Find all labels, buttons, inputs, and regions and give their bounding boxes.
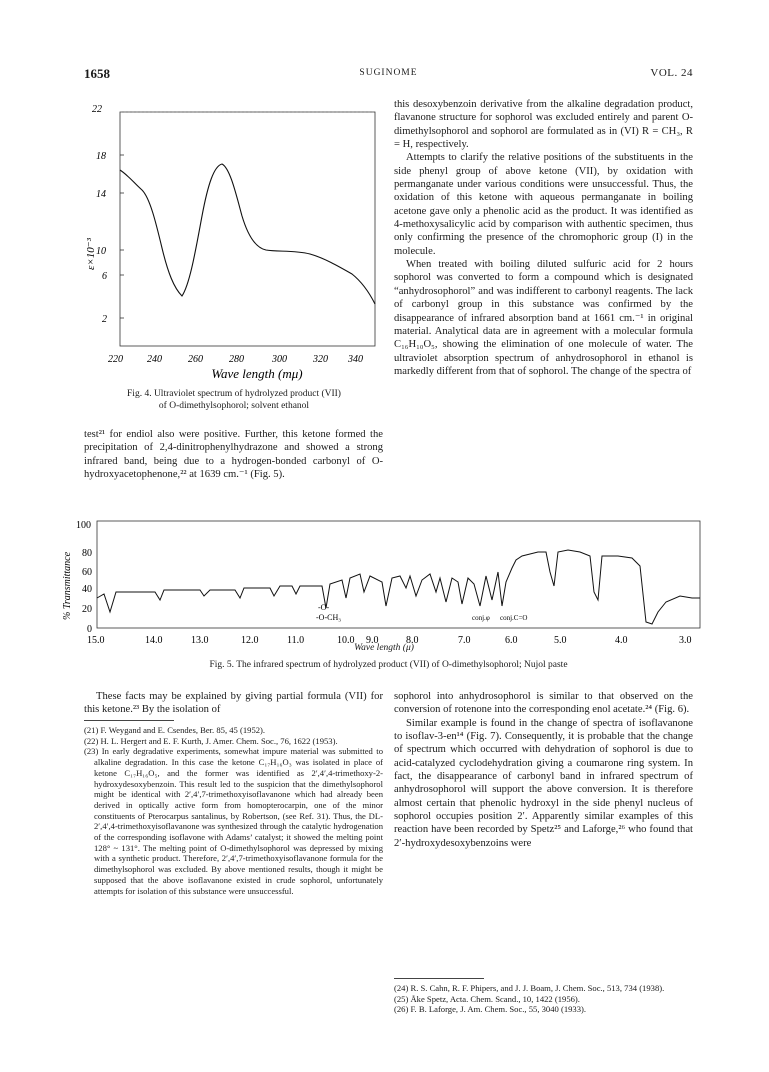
paragraph: Attempts to clarify the relative positions of the substituents in the side phenyl group of above ketone (VII), by oxidation with permanganate under various conditions were unsuccessful. Thus, the oxidation of this ketone with aqueous permanganate in boiling acetone gave only a phenolic acid as the product. It was identified as 4-methoxysalicylic acid by comparison with authentic specimen, thus only confirming the presence of the chromophoric group (I) in the molecule. xyxy=(394,152,693,257)
fig4-caption xyxy=(84,389,384,412)
fig4-caption-line: Fig. 4. Ultraviolet spectrum of hydrolyzed product (VII) xyxy=(127,389,341,399)
fig5-xtick: 6.0 xyxy=(505,635,518,646)
volume-label: VOL. 24 xyxy=(650,67,693,79)
fig4-xtick: 220 xyxy=(108,354,123,365)
fig5-ytick: 0 xyxy=(87,624,92,635)
fig4-caption-line: of O-dimethylsophorol; solvent ethanol xyxy=(158,400,310,411)
fig4-xtick: 240 xyxy=(147,354,162,365)
paragraph: When treated with boiling diluted sulfuric acid for 2 hours sophorol was converted to form a compound which is designated “anhydrosophorol” and was indifferent to carbonyl reagents. The lack of carbonyl group in this substance was confirmed by the disappearance of infrared absorption band at 1661 cm.⁻¹ in original material. Analytical data are in agreement with a molecular formula C₁₆H₁₀O₅, showing the elimination of one molecule of water. The ultraviolet absorption spectrum of anhydrosophorol in ethanol is markedly different from that of sophorol. The change of the spectra of xyxy=(394,259,693,377)
fig5-ytick: 80 xyxy=(82,548,92,559)
left-column-text xyxy=(84,428,383,481)
fig4-xtick: 320 xyxy=(313,354,328,365)
fig5-annotation: -O- xyxy=(318,603,330,612)
right-column-bottom xyxy=(394,690,693,850)
fig4-uv-spectrum xyxy=(84,98,384,388)
footnotes-left xyxy=(84,725,383,896)
fig5-xtick: 8.0 xyxy=(406,635,419,646)
footnote: (26) F. B. Laforge, J. Am. Chem. Soc., 55, 3040 (1933). xyxy=(394,1004,587,1015)
fig5-xtick: 10.0 xyxy=(337,635,355,646)
fig5-xtick: 5.0 xyxy=(554,635,567,646)
fig4-xtick: 300 xyxy=(272,354,287,365)
left-column-bottom xyxy=(84,690,383,717)
fig4-ytick: 18 xyxy=(96,151,106,162)
fig4-x-axis-label: Wave length (mμ) xyxy=(211,366,303,381)
fig5-annotation: conj.φ xyxy=(472,614,490,622)
fig4-y-tick-labels xyxy=(92,104,107,325)
footnotes-right xyxy=(394,983,693,1015)
fig5-y-axis-label: % Transmittance xyxy=(62,551,73,620)
paragraph: sophorol into anhydrosophorol is similar to that observed on the conversion of rotenone into the corresponding enol acetate.²⁴ (Fig. 6). xyxy=(394,691,693,716)
fig5-y-tick-labels xyxy=(76,520,92,635)
fig5-ytick: 60 xyxy=(82,567,92,578)
running-author: SUGINOME xyxy=(359,68,418,78)
fig5-xtick: 9.0 xyxy=(366,635,379,646)
paragraph: Similar example is found in the change of spectra of isoflavanone to isoflav-3-en¹⁴ (Fig. 7). Consequently, it is probable that the change of spectrum which occurred with dehydration of sophorol is due to acid-catalyzed cyclodehydration giving a coumarone ring system. In fact, the disappearance of carbonyl band in infrared spectrum of anhydrosophorol will support the above conversion. It is therefore almost certain that phenolic hydroxyl in the side phenyl nucleus of sophorol occupies position 2′. Apparently similar examples of this reaction have been recorded by Spetz²⁵ and Laforge,²⁶ who found that 2′-hydroxydesoxybenzoins were xyxy=(394,717,693,849)
fig4-ytick: 10 xyxy=(96,246,106,257)
right-column-top xyxy=(394,98,693,378)
fig5-x-axis-label: Wave length (μ) xyxy=(354,643,414,653)
fig5-xtick: 4.0 xyxy=(615,635,628,646)
footnote-rule xyxy=(394,978,484,979)
fig5-transmittance-curve xyxy=(97,550,700,624)
fig4-ytick: 14 xyxy=(96,189,106,200)
paragraph: test²¹ for endiol also were positive. Further, this ketone formed the precipitation of 2,4-dinitrophenylhydrazone and showed a strong infrared band, being due to a hydrogen-bonded carbonyl of O-hydroxyacetophenone,²² at 1639 cm.⁻¹ (Fig. 5). xyxy=(84,429,383,481)
fig5-annotation: conj.C=O xyxy=(500,614,528,622)
footnote: (22) H. L. Hergert and E. F. Kurth, J. Amer. Chem. Soc., 76, 1622 (1953). xyxy=(84,735,338,746)
fig5-ytick: 20 xyxy=(82,604,92,615)
fig5-ir-spectrum xyxy=(60,512,710,652)
fig5-xtick: 7.0 xyxy=(458,635,471,646)
fig5-xtick: 12.0 xyxy=(241,635,259,646)
fig4-xtick: 280 xyxy=(229,354,244,365)
fig5-caption: Fig. 5. The infrared spectrum of hydrolyzed product (VII) of O-dimethylsophorol; Nujol paste xyxy=(209,660,568,670)
fig4-ytick: 2 xyxy=(102,314,107,325)
footnote: (25) Åke Spetz, Acta. Chem. Scand., 10, 1422 (1956). xyxy=(394,993,580,1004)
fig5-annotation: -O-CH₃ xyxy=(316,613,342,622)
fig5-xtick: 3.0 xyxy=(679,635,692,646)
paragraph: These facts may be explained by giving partial formula (VII) for this ketone.²³ By the isolation of xyxy=(84,691,383,716)
fig5-ytick: 100 xyxy=(76,520,91,531)
fig4-x-tick-labels xyxy=(108,354,363,365)
footnote-rule xyxy=(84,720,174,721)
fig4-ytick: 22 xyxy=(92,104,102,115)
fig5-xtick: 11.0 xyxy=(287,635,305,646)
fig5-ytick: 40 xyxy=(82,584,92,595)
footnote: (24) R. S. Cahn, R. F. Phipers, and J. J. Boam, J. Chem. Soc., 513, 734 (1938). xyxy=(394,983,665,993)
footnote: (23) In early degradative experiments, somewhat impure material was submitted to alkaline degradation. In this case the ketone C₁₇H₁₆O₃ was isolated in place of ketone C₁₇H₁₆O₅, and the former was identified as 2′,4′,4-trimethoxy-2-hydroxydesoxybenzoin. This result led to the suspicion that the dimethylsophorol might be identical with 2′,4′,7-trimethoxyisoflavanone which had already been derived in optically active form from homopterocarpin, one of the minor constituents of Pterocarpus santalinus, by Robertson, (see Ref. 31). Thus, the DL-2′,4′,4-trimethoxyisoflavanone was synthesized through the catalytic hydrogenation of the corresponding isoflavone with Adams’ catalyst; it showed the melting point 128° ~ 131°. The melting point of O-dimethylsophorol was depressed by mixing with a synthetic product. Therefore, 2′,4′,7-trimethoxyisoflavanone formula for the dimethylsophorol was excluded. By above mentioned results, though it might be supposed that the above isoflavanone existed in crude sophorol, unfortunately attempts for isolation of this substance were unsuccessful. xyxy=(84,746,383,896)
footnote: (21) F. Weygand and E. Csendes, Ber. 85, 45 (1952). xyxy=(84,725,266,735)
fig4-xtick: 260 xyxy=(188,354,203,365)
fig4-y-axis-label: ε×10⁻³ xyxy=(85,238,97,270)
page-number: 1658 xyxy=(84,66,110,81)
fig5-xtick: 14.0 xyxy=(145,635,163,646)
running-header xyxy=(84,66,693,84)
fig4-ytick: 6 xyxy=(102,271,107,282)
fig4-xtick: 340 xyxy=(348,354,363,365)
fig5-xtick: 15.0 xyxy=(87,635,105,646)
paragraph: this desoxybenzoin derivative from the alkaline degradation product, flavanone structure for sophorol was excluded entirely and parent O-dimethylsophorol and sophorol are formulated as in (VI) R = CH₃, R = H, respectively. xyxy=(394,99,693,151)
fig4-absorption-curve xyxy=(120,164,375,304)
fig5-xtick: 13.0 xyxy=(191,635,209,646)
fig5-annotations xyxy=(316,603,527,622)
